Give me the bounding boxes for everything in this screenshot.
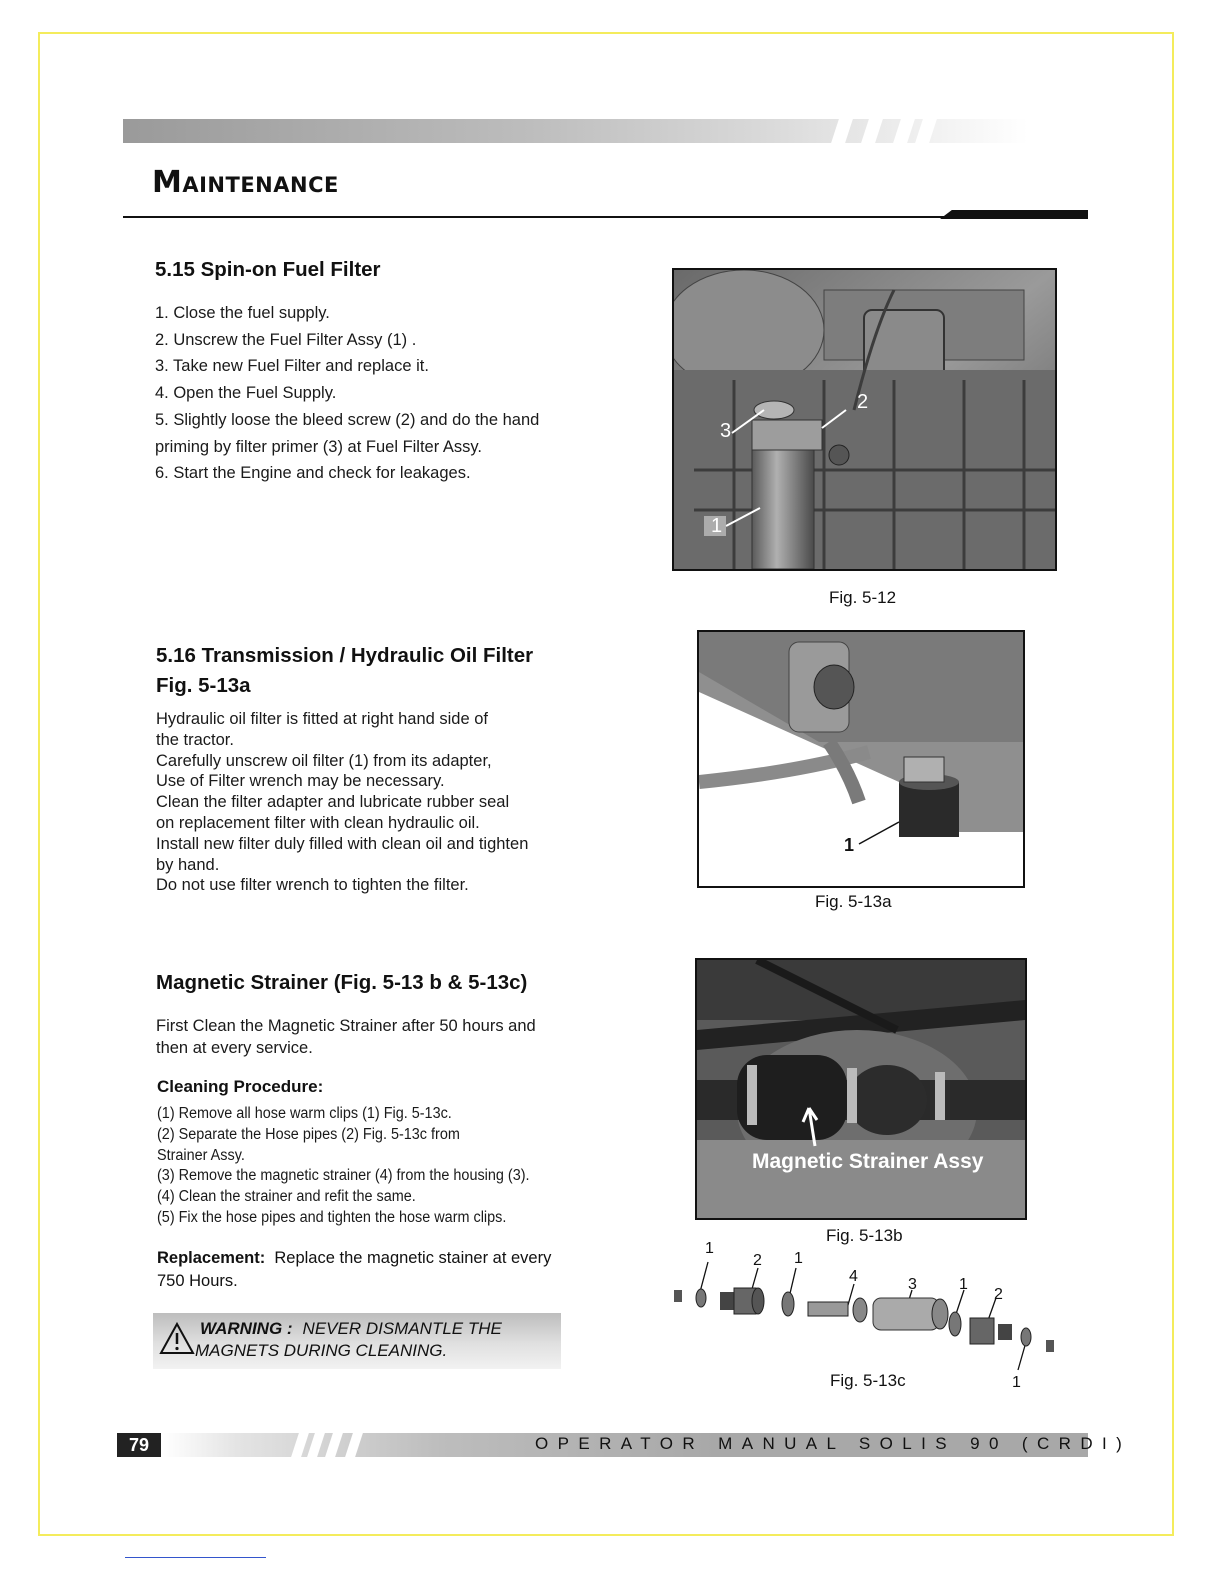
- page-number: 79: [117, 1433, 161, 1457]
- replacement-text-2: 750 Hours.: [157, 1272, 238, 1290]
- section-516-title: 5.16 Transmission / Hydraulic Oil Filter: [156, 644, 534, 667]
- text-line: by hand.: [156, 855, 220, 874]
- cleaning-steps: [157, 1104, 558, 1229]
- text-line: Do not use filter wrench to tighten the filter.: [156, 876, 469, 895]
- text-line: then at every service.: [156, 1039, 313, 1057]
- step-line: 4. Open the Fuel Supply.: [155, 384, 337, 403]
- section-516-subtitle: Fig. 5-13a: [156, 674, 251, 697]
- part-number: 3: [908, 1276, 917, 1293]
- callout-2: 2: [857, 391, 869, 413]
- section-heading: Maintenance: [152, 165, 339, 200]
- text-line: Clean the filter adapter and lubricate rubber seal: [156, 793, 510, 812]
- step-line: 3. Take new Fuel Filter and replace it.: [155, 357, 429, 376]
- text-line: Carefully unscrew oil filter (1) from its adapter,: [156, 751, 492, 770]
- magnetic-strainer-intro: [156, 1015, 536, 1059]
- header-tab: [940, 210, 1088, 219]
- oil-filter-figure: [697, 630, 1025, 888]
- warning-line-1: [200, 1319, 502, 1339]
- fig-caption-5-13b: Fig. 5-13b: [826, 1226, 903, 1245]
- fig-caption-5-13a: Fig. 5-13a: [815, 892, 892, 911]
- magnetic-strainer-title: Magnetic Strainer (Fig. 5-13 b & 5-13c): [156, 971, 528, 994]
- fuel-filter-illustration: [674, 270, 1055, 569]
- step-line: 1. Close the fuel supply.: [155, 304, 330, 322]
- magnetic-strainer-photo: [695, 958, 1027, 1220]
- part-number: 1: [959, 1276, 968, 1293]
- step-line: priming by filter primer (3) at Fuel Filter Assy.: [155, 437, 483, 456]
- fuel-filter-figure: [672, 268, 1057, 571]
- replacement-text: Replace the magnetic stainer at every: [274, 1249, 552, 1267]
- exploded-view-illustration: [668, 1240, 1060, 1390]
- text-line: the tractor.: [156, 730, 234, 749]
- step-line: 5. Slightly loose the bleed screw (2) and do the hand: [155, 410, 540, 429]
- callout-1: 1: [844, 835, 855, 855]
- header-band: [123, 119, 1028, 143]
- section-515-steps: [155, 300, 539, 487]
- fig-caption-5-13c: Fig. 5-13c: [830, 1371, 906, 1390]
- cleaning-step: (5) Fix the hose pipes and tighten the hose warm clips.: [157, 1208, 507, 1226]
- cleaning-procedure-title: Cleaning Procedure:: [157, 1077, 324, 1096]
- callout-1: 1: [711, 515, 723, 537]
- warning-line-2: MAGNETS DURING CLEANING.: [195, 1341, 448, 1360]
- text-line: on replacement filter with clean hydraulic oil.: [156, 813, 480, 832]
- oil-filter-illustration: [699, 632, 1023, 886]
- cleaning-step: (3) Remove the magnetic strainer (4) from the housing (3).: [157, 1167, 530, 1185]
- step-line: 6. Start the Engine and check for leakages.: [155, 464, 471, 483]
- callout-3: 3: [720, 420, 732, 442]
- bottom-rule: [125, 1557, 266, 1558]
- fig-caption-5-12: Fig. 5-12: [829, 588, 897, 607]
- magnetic-strainer-illustration: [697, 960, 1025, 1218]
- cleaning-step: (2) Separate the Hose pipes (2) Fig. 5-13c from: [157, 1125, 460, 1143]
- cleaning-step: (4) Clean the strainer and refit the same.: [157, 1188, 416, 1206]
- manual-title: OPERATOR MANUAL SOLIS 90 (CRDI): [535, 1434, 1132, 1453]
- cleaning-step: (1) Remove all hose warm clips (1) Fig. 5-13c.: [157, 1105, 452, 1122]
- warning-label: WARNING :: [200, 1319, 293, 1338]
- section-515-title: 5.15 Spin-on Fuel Filter: [155, 258, 381, 281]
- magnetic-strainer-label: Magnetic Strainer Assy: [752, 1150, 984, 1173]
- cleaning-step: Strainer Assy.: [157, 1146, 245, 1164]
- text-line: Hydraulic oil filter is fitted at right hand side of: [156, 710, 488, 728]
- part-number: 2: [753, 1252, 762, 1269]
- replacement-note: [157, 1247, 551, 1293]
- text-line: First Clean the Magnetic Strainer after 50 hours and: [156, 1017, 536, 1035]
- section-516-text: [156, 709, 528, 896]
- replacement-label: Replacement:: [157, 1249, 266, 1267]
- part-number: 2: [994, 1286, 1003, 1303]
- step-line: 2. Unscrew the Fuel Filter Assy (1) .: [155, 330, 417, 349]
- warning-triangle-icon: [159, 1321, 195, 1357]
- text-line: Install new filter duly filled with clean oil and tighten: [156, 834, 529, 853]
- part-number: 1: [794, 1250, 803, 1267]
- part-number: 1: [705, 1240, 714, 1257]
- part-number: 4: [849, 1268, 858, 1285]
- part-number: 1: [1012, 1374, 1021, 1391]
- warning-text-1: NEVER DISMANTLE THE: [302, 1319, 502, 1338]
- text-line: Use of Filter wrench may be necessary.: [156, 772, 445, 791]
- warning-box: [153, 1313, 561, 1369]
